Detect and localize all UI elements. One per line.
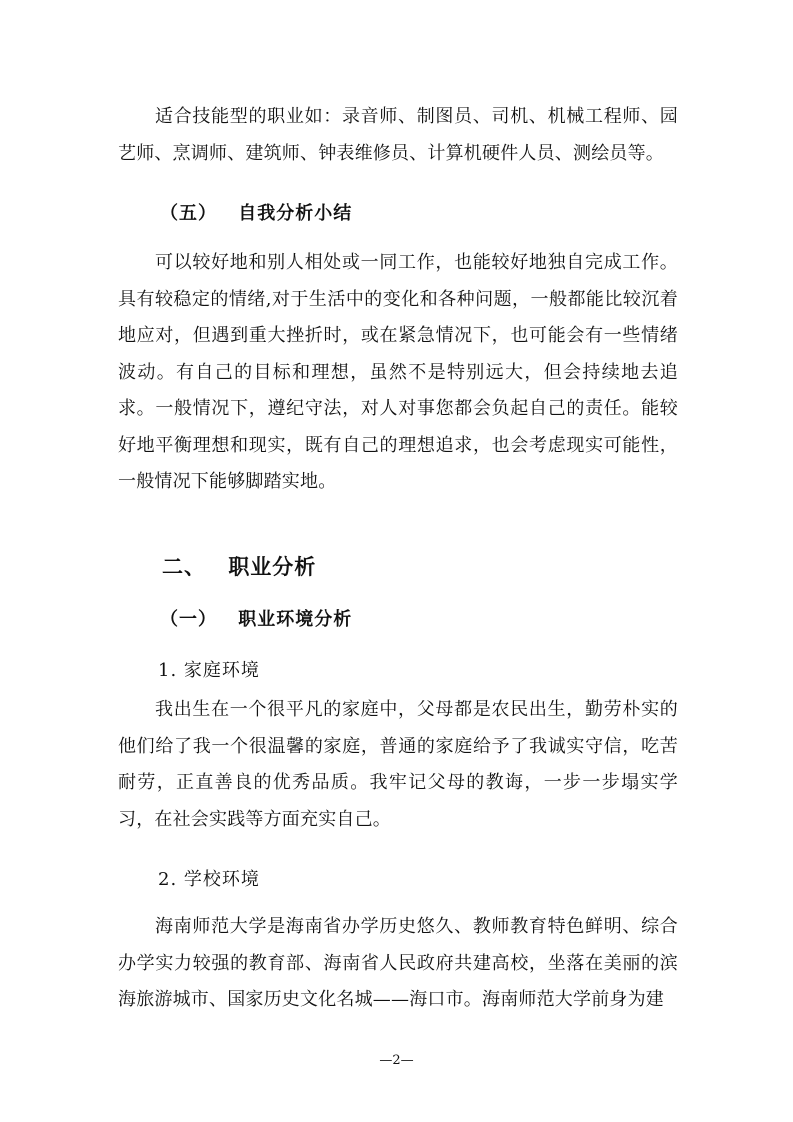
heading-title: 自我分析小结	[238, 203, 353, 224]
paragraph-self-summary: 可以较好地和别人相处或一同工作，也能较好地独自完成工作。具有较稳定的情绪,对于生活中的变化和各种问题，一般都能比较沉着地应对，但遇到重大挫折时，或在紧急情况下，也可能会有一些情绪波动。有自己的目标和理想，虽然不是特别远大，但会持续地去追求。一般情况下，遵纪守法，对人对事您都会负起自己的责任。能较好地平衡理想和现实，既有自己的理想追求，也会考虑现实可能性，一般情况下能够脚踏实地。	[118, 252, 678, 492]
subheading-career-environment	[160, 605, 352, 631]
subheading-number: （一）	[160, 609, 217, 630]
item-school-environment: 2. 学校环境	[158, 869, 260, 890]
section-number: 二、	[162, 555, 206, 579]
paragraph-school: 海南师范大学是海南省办学历史悠久、教师教育特色鲜明、综合办学实力较强的教育部、海南省人民政府共建高校，坐落在美丽的滨海旅游城市、国家历史文化名城——海口市。海南师范大学前身为建	[118, 916, 678, 1010]
section-title: 职业分析	[228, 555, 317, 579]
heading-self-analysis-summary	[160, 199, 352, 225]
item-family-environment: 1. 家庭环境	[158, 660, 260, 681]
paragraph-skill-jobs: 适合技能型的职业如：录音师、制图员、司机、机械工程师、园艺师、烹调师、建筑师、钟表维修员、计算机硬件人员、测绘员等。	[118, 106, 678, 164]
heading-number: （五）	[160, 203, 217, 224]
paragraph-family: 我出生在一个很平凡的家庭中，父母都是农民出生，勤劳朴实的他们给了我一个很温馨的家庭，普通的家庭给予了我诚实守信，吃苦耐劳，正直善良的优秀品质。我牢记父母的教诲，一步一步塌实学习，在社会实践等方面充实自己。	[118, 699, 678, 830]
section-heading-career-analysis	[162, 551, 316, 581]
page-number: —2—	[379, 1053, 414, 1068]
subheading-title: 职业环境分析	[238, 609, 353, 630]
